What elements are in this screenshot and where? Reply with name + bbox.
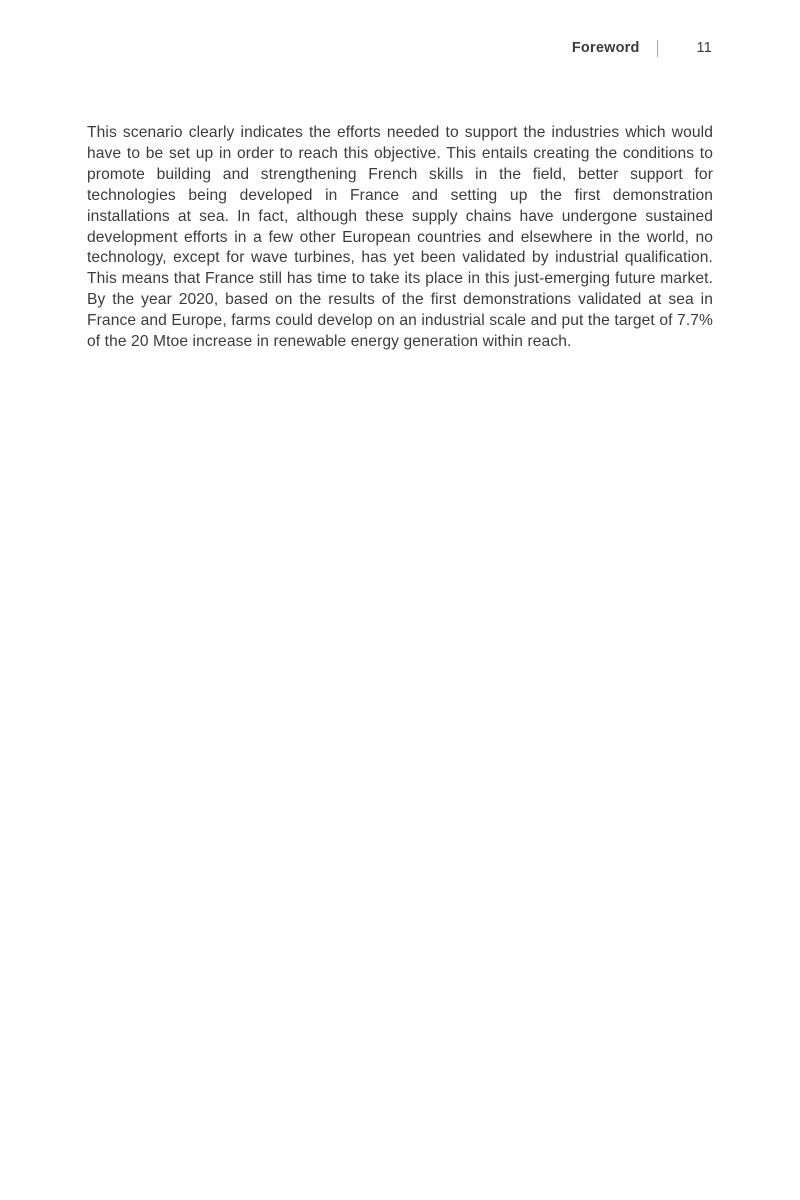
running-header xyxy=(572,40,712,57)
header-separator xyxy=(657,40,658,57)
body-paragraph: This scenario clearly indicates the efforts needed to support the industries which would have to be set up in order to reach this objective. This entails creating the conditions to promote building and strengthening French skills in the field, better support for technologies being developed in France and setting up the first demonstration installations at sea. In fact, although these supply chains have undergone sustained development efforts in a few other European countries and elsewhere in the world, no technology, except for wave turbines, has yet been validated by industrial qualification. This means that France still has time to take its place in this just-emerging future market. By the year 2020, based on the results of the first demonstrations validated at sea in France and Europe, farms could develop on an industrial scale and put the target of 7.7% of the 20 Mtoe increase in renewable energy generation within reach. xyxy=(87,124,713,351)
header-section-title: Foreword xyxy=(571,40,640,56)
page-number: 11 xyxy=(696,40,712,56)
